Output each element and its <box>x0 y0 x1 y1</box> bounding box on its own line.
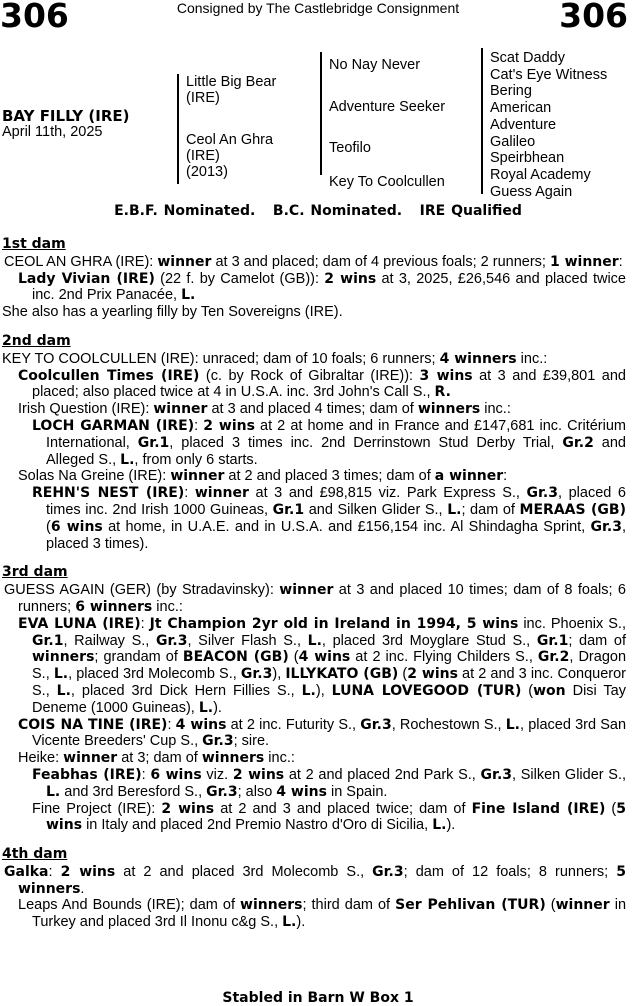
entry-text: : <box>48 863 61 880</box>
entry-text: ; sire. <box>233 733 270 750</box>
bold-text: L. <box>56 682 71 699</box>
bold-text: 2 wins <box>232 766 285 783</box>
bold-text: winner <box>194 485 249 502</box>
bold-text: 6 winners <box>75 598 153 615</box>
bold-text: L. <box>53 666 69 683</box>
section-title: 2nd dam <box>2 332 71 349</box>
bold-text: Gr.3 <box>202 733 234 750</box>
entry-text: at 2 at home and in France and £147,681 inc. Critérium International, <box>46 417 626 451</box>
entry-text: at 3; dam of <box>117 750 202 767</box>
pedigree-entry <box>2 351 626 368</box>
entry-text: at 3 and £98,815 viz. Park Express S., <box>248 485 527 502</box>
bold-text: Gr.3 <box>240 666 273 683</box>
bold-text: R. <box>434 384 451 401</box>
bold-text: 4 wins <box>175 716 227 733</box>
bold-text: MERAAS (GB) <box>519 501 626 518</box>
bold-text: Feabhas (IRE) <box>32 766 142 783</box>
nominations-line: E.B.F. Nominated. B.C. Nominated. IRE Qualified <box>114 203 522 219</box>
entry-text: , placed 3 times). <box>46 518 626 552</box>
pedigree-bracket-1 <box>177 74 179 184</box>
entry-text: and Silken Glider S., <box>304 501 448 518</box>
entry-text: inc.: <box>516 350 548 367</box>
bold-text: L. <box>307 632 322 649</box>
entry-text: She also has a yearling filly by Ten Sovereigns (IRE). <box>2 304 343 321</box>
bold-text: 4 winners <box>439 350 517 367</box>
dam-section <box>2 846 626 931</box>
bold-text: 5 winners <box>18 863 626 897</box>
entry-text: : <box>167 716 176 733</box>
pedigree-entry <box>2 864 626 898</box>
pedigree-gen3-4: American <box>490 100 552 117</box>
pedigree-bracket-3 <box>481 48 483 194</box>
bold-text: 4 wins <box>276 783 327 800</box>
bold-text: L. <box>301 682 316 699</box>
bold-text: winners <box>240 897 303 914</box>
bold-text: LOCH GARMAN (IRE) <box>32 417 195 434</box>
bold-text: winners <box>201 750 265 767</box>
pedigree-entry <box>2 271 626 305</box>
entry-text: ; third dam of <box>302 897 396 914</box>
bold-text: BEACON (GB) <box>182 649 289 666</box>
entry-text: : <box>194 417 204 434</box>
lot-number-right: 306 <box>559 0 628 35</box>
bold-text: Galka <box>4 863 49 880</box>
entry-text: , Dragon S., <box>32 649 627 683</box>
bold-text: 2 wins <box>203 417 255 434</box>
bold-text: winners <box>32 649 95 666</box>
entry-text: in Spain. <box>326 783 388 800</box>
bold-text: Gr.2 <box>562 434 594 451</box>
entry-text: ; dam of <box>568 632 627 649</box>
bold-text: winner <box>63 750 118 767</box>
pedigree-gen3-2: Cat's Eye Witness <box>490 66 608 83</box>
pedigree-entry <box>2 418 626 468</box>
entry-text: , placed 3rd San Vicente Breeders' Cup S., <box>32 716 627 750</box>
entry-text: (c. by Rock of Gibraltar (IRE)): <box>199 367 420 384</box>
bold-text: winner <box>170 468 225 485</box>
consignor-line: Consigned by The Castlebridge Consignment <box>176 0 460 16</box>
entry-text: and Alleged S., <box>46 434 626 468</box>
pedigree-gen2-3: Teofilo <box>329 140 371 156</box>
entry-text: ; grandam of <box>94 649 183 666</box>
pedigree-gen2-4: Key To Coolcullen <box>329 174 445 190</box>
bold-text: Gr.3 <box>360 716 392 733</box>
dam-section <box>2 564 626 834</box>
entry-text: KEY TO COOLCULLEN (IRE): unraced; dam of 10 foals; 6 runners; <box>2 350 440 367</box>
bold-text: winner <box>157 253 212 270</box>
entry-text: ( <box>521 682 534 699</box>
section-title: 4th dam <box>2 846 68 863</box>
entry-text: at 3 and £39,801 and placed; also placed twice at 4 in U.S.A. inc. 3rd John's Call S., <box>32 367 626 401</box>
entry-text: at 3, 2025, £26,546 and placed twice inc. 2nd Prix Panacée, <box>32 270 626 304</box>
pedigree-entry <box>2 750 626 767</box>
entry-text: Disi Tay Deneme (1000 Guineas), <box>32 682 626 716</box>
pedigree-entry <box>2 468 626 485</box>
entry-text: Fine Project (IRE): <box>32 800 162 817</box>
entry-text: at 2 and placed 2nd Park S., <box>284 766 481 783</box>
bold-text: COIS NA TINE (IRE) <box>18 716 168 733</box>
bold-text: 6 wins <box>50 518 103 535</box>
bold-text: Jt Champion 2yr old in Ireland in 1994, 5 wins <box>149 615 519 632</box>
pedigree-sire <box>186 74 276 106</box>
entry-text: ( <box>288 649 299 666</box>
entry-text: CEOL AN GHRA (IRE): <box>4 253 158 270</box>
bold-text: LUNA LOVEGOOD (TUR) <box>331 682 522 699</box>
lot-number-left: 306 <box>0 0 69 35</box>
pedigree-entry <box>2 582 626 616</box>
bold-text: Gr.1 <box>137 434 170 451</box>
pedigree-gen3-6: Galileo <box>490 133 536 150</box>
bold-text: 2 wins <box>60 863 116 880</box>
bold-text: Gr.1 <box>272 501 305 518</box>
bold-text: winner <box>153 401 208 418</box>
entry-text: at home, in U.A.E. and in U.S.A. and £156,154 inc. Al Shindagha Sprint, <box>102 518 591 535</box>
dam-name: Ceol An Ghra <box>186 132 274 148</box>
entry-text: inc. Phoenix S., <box>518 615 626 632</box>
bold-text: REHN'S NEST (IRE) <box>32 485 185 502</box>
pedigree-entry <box>2 401 626 418</box>
foaling-date: April 11th, 2025 <box>2 124 103 140</box>
entry-text: , Silken Glider S., <box>512 766 627 783</box>
entry-text: , placed 3rd Moyglare Stud S., <box>321 632 537 649</box>
bold-text: L. <box>120 451 135 468</box>
pedigree-entry <box>2 616 626 717</box>
entry-text: ). <box>296 914 306 931</box>
bold-text: winner <box>555 897 610 914</box>
entry-text: Leaps And Bounds (IRE); dam of <box>18 897 241 914</box>
entry-text: , Rochestown S., <box>391 716 506 733</box>
pedigree-entry <box>2 717 626 751</box>
entry-text: , Railway S., <box>63 632 157 649</box>
pedigree-bracket-2 <box>320 52 322 175</box>
entry-text: and 3rd Beresford S., <box>60 783 207 800</box>
horse-name: BAY FILLY (IRE) <box>2 107 130 125</box>
pedigree-gen3-7: Speirbhean <box>490 150 565 167</box>
entry-text: inc.: <box>152 598 183 615</box>
entry-text: at 3 and placed; dam of 4 previous foals; 2 runners; <box>211 253 550 270</box>
entry-text: ), <box>272 666 286 683</box>
pedigree-entry <box>2 304 626 321</box>
bold-text: L. <box>46 783 61 800</box>
bold-text: L. <box>447 501 462 518</box>
bold-text: Gr.3 <box>590 518 622 535</box>
pedigree-entry <box>2 254 626 271</box>
bold-text: 2 wins <box>161 800 215 817</box>
bold-text: 4 wins <box>298 649 351 666</box>
pedigree-entry <box>2 897 626 931</box>
bold-text: Gr.3 <box>206 783 238 800</box>
entry-text: Irish Question (IRE): <box>18 401 154 418</box>
bold-text: 1 winner <box>549 253 619 270</box>
dam-section <box>2 333 626 552</box>
bold-text: 2 wins <box>324 270 377 287</box>
entry-text: : <box>140 615 150 632</box>
bold-text: Gr.1 <box>32 632 64 649</box>
sire-country: (IRE) <box>186 90 220 106</box>
entry-text: Solas Na Greine (IRE): <box>18 468 171 485</box>
bold-text: won <box>533 682 566 699</box>
pedigree-gen3-5: Adventure <box>490 116 557 133</box>
bold-text: Gr.3 <box>156 632 188 649</box>
bold-text: EVA LUNA (IRE) <box>18 615 141 632</box>
entry-text: (22 f. by Camelot (GB)): <box>154 270 325 287</box>
pedigree-gen3 <box>490 50 607 200</box>
entry-text: , Silver Flash S., <box>187 632 308 649</box>
bold-text: L. <box>198 699 214 716</box>
bold-text: Coolcullen Times (IRE) <box>18 367 200 384</box>
bold-text: 5 wins <box>46 800 627 834</box>
entry-text: ( <box>46 518 51 535</box>
pedigree-gen3-8: Royal Academy <box>490 166 591 183</box>
section-title: 3rd dam <box>2 564 68 581</box>
entry-text: , from only 6 starts. <box>134 451 258 468</box>
entry-text: ), <box>315 682 332 699</box>
bold-text: Ser Pehlivan (TUR) <box>395 897 546 914</box>
bold-text: Gr.3 <box>480 766 513 783</box>
entry-text: at 3 and placed 4 times; dam of <box>207 401 418 418</box>
dam-section <box>2 236 626 321</box>
bold-text: Gr.3 <box>372 863 404 880</box>
bold-text: Gr.2 <box>537 649 570 666</box>
entry-text: in Italy and placed 2nd Premio Nastro d'Oro di Sicilia, <box>82 817 433 834</box>
bold-text: L. <box>432 817 447 834</box>
entry-text: , placed 3rd Dick Hern Fillies S., <box>70 682 302 699</box>
entry-text: ). <box>213 699 222 716</box>
entry-text: Heike: <box>18 750 64 767</box>
bold-text: 3 wins <box>419 367 473 384</box>
bold-text: winner <box>279 582 334 599</box>
entry-text: viz. <box>201 766 233 783</box>
entry-text: in Turkey and placed 3rd Il Inonu c&g S., <box>32 897 627 931</box>
entry-text: inc.: <box>264 750 295 767</box>
section-title: 1st dam <box>2 236 66 252</box>
bold-text: Fine Island (IRE) <box>471 800 606 817</box>
entry-text: at 2 and 3 and placed twice; dam of <box>214 800 472 817</box>
pedigree-gen2-1: No Nay Never <box>329 57 421 73</box>
entry-text: ; dam of 12 foals; 8 runners; <box>403 863 617 880</box>
catalogue-content <box>2 236 626 931</box>
entry-text: at 2 and 3 inc. Conqueror S., <box>32 666 626 699</box>
entry-text: , placed 3rd Molecomb S., <box>68 666 241 683</box>
entry-text: ( <box>398 666 408 683</box>
bold-text: Lady Vivian (IRE) <box>18 270 155 287</box>
entry-text: ; dam of <box>461 501 520 518</box>
entry-text: , placed 6 times inc. 2nd Irish 1000 Guineas, <box>46 485 626 518</box>
entry-text: . <box>80 880 85 897</box>
bold-text: L. <box>181 287 196 304</box>
entry-text: , placed 3 times inc. 2nd Derrinstown Stud Derby Trial, <box>169 434 563 451</box>
entry-text: : <box>141 766 151 783</box>
entry-text: at 2 inc. Futurity S., <box>226 716 361 733</box>
entry-text: : <box>184 485 195 502</box>
bold-text: Gr.3 <box>526 485 558 502</box>
entry-text: at 2 and placed 3 times; dam of <box>224 468 435 485</box>
entry-text: at 2 and placed 3rd Molecomb S., <box>115 863 373 880</box>
entry-text: at 3 and placed 10 times; dam of 8 foals; 6 runners; <box>18 582 626 615</box>
stabling-info: Stabled in Barn W Box 1 <box>222 990 414 1006</box>
bold-text: ILLYKATO (GB) <box>285 666 399 683</box>
entry-text: : <box>503 468 508 485</box>
bold-text: L. <box>282 914 297 931</box>
bold-text: Gr.1 <box>536 632 569 649</box>
pedigree-entry <box>2 485 626 552</box>
pedigree-entry <box>2 801 626 835</box>
pedigree-gen3-3: Bering <box>490 83 532 100</box>
pedigree-entry <box>2 767 626 801</box>
pedigree-gen3-9: Guess Again <box>490 183 573 200</box>
bold-text: 6 wins <box>150 766 202 783</box>
pedigree-dam <box>186 132 273 180</box>
entry-text: : <box>618 253 623 270</box>
entry-text: inc.: <box>480 401 511 418</box>
bold-text: 2 wins <box>407 666 458 683</box>
dam-year: (2013) <box>186 164 228 180</box>
entry-text: ; also <box>237 783 277 800</box>
entry-text: ( <box>605 800 617 817</box>
entry-text: ( <box>545 897 556 914</box>
bold-text: a winner <box>434 468 504 485</box>
entry-text: ). <box>446 817 456 834</box>
entry-text: GUESS AGAIN (GER) (by Stradavinsky): <box>4 582 280 599</box>
entry-text: at 2 inc. Flying Childers S., <box>350 649 538 666</box>
pedigree-entry <box>2 368 626 402</box>
bold-text: L. <box>505 716 520 733</box>
sire-name: Little Big Bear <box>186 74 277 90</box>
pedigree-gen3-1: Scat Daddy <box>490 50 565 66</box>
dam-country: (IRE) <box>186 148 220 164</box>
pedigree-gen2-2: Adventure Seeker <box>329 99 446 115</box>
bold-text: winners <box>417 401 481 418</box>
